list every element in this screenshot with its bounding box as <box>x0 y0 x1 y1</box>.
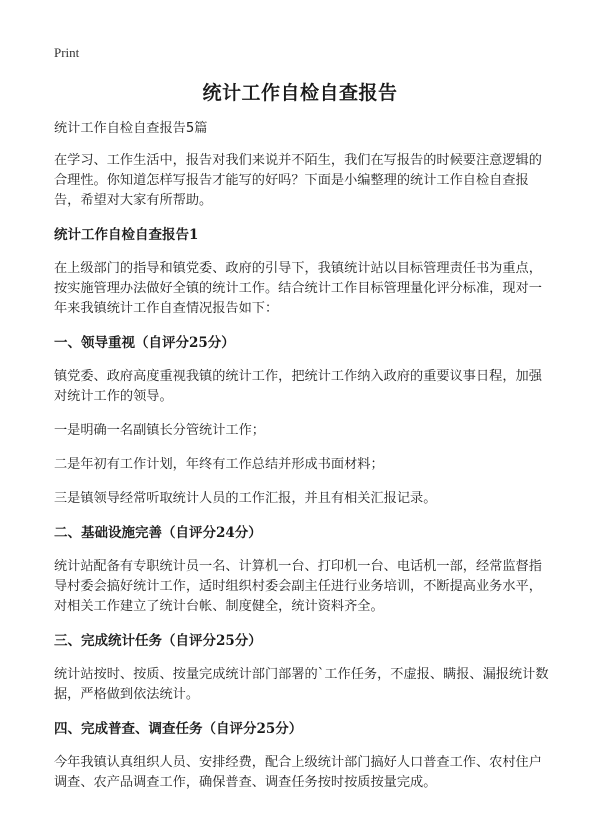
print-label: Print <box>54 45 80 60</box>
part3-paragraph-1: 统计站按时、按质、按量完成统计部门部署的`工作任务，不虚报、瞒报、漏报统计数据，严格做到依法统计。 <box>54 667 549 702</box>
part1-paragraph-1: 镇党委、政府高度重视我镇的统计工作，把统计工作纳入政府的重要议事日程，加强对统计工作的领导。 <box>54 369 542 404</box>
part1-heading: 一、领导重视（自评分25分） <box>54 335 235 351</box>
section-intro-paragraph: 在上级部门的指导和镇党委、政府的引导下，我镇统计站以目标管理责任书为重点，按实施管理办法做好全镇的统计工作。结合统计工作目标管理量化评分标准，现对一年来我镇统计工作自查情况报告如下： <box>54 261 542 316</box>
part4-heading: 四、完成普查、调查任务（自评分25分） <box>54 721 303 737</box>
document-subtitle: 统计工作自检自查报告5篇 <box>54 121 208 136</box>
section-heading: 统计工作自检自查报告1 <box>54 227 199 243</box>
part1-paragraph-4: 三是镇领导经常听取统计人员的工作汇报，并且有相关汇报记录。 <box>54 491 437 506</box>
part1-paragraph-2: 一是明确一名副镇长分管统计工作； <box>54 423 265 438</box>
document-body <box>54 119 554 807</box>
document-title: 统计工作自检自查报告 <box>202 82 398 104</box>
part3-heading: 三、完成统计任务（自评分25分） <box>54 633 262 649</box>
part4-paragraph-1: 今年我镇认真组织人员、安排经费，配合上级统计部门搞好人口普查工作、农村住户调查、农产品调查工作，确保普查、调查任务按时按质按量完成。 <box>54 755 542 790</box>
part1-paragraph-3: 二是年初有工作计划，年终有工作总结并形成书面材料； <box>54 457 384 472</box>
part2-paragraph-1: 统计站配备有专职统计员一名、计算机一台、打印机一台、电话机一部，经常监督指导村委会搞好统计工作，适时组织村委会副主任进行业务培训，不断提高业务水平，对相关工作建立了统计台帐、制度健全，统计资料齐全。 <box>54 559 542 614</box>
intro-paragraph: 在学习、工作生活中，报告对我们来说并不陌生，我们在写报告的时候要注意逻辑的合理性。你知道怎样写报告才能写的好吗？下面是小编整理的统计工作自检自查报告，希望对大家有所帮助。 <box>54 153 542 208</box>
part2-heading: 二、基础设施完善（自评分24分） <box>54 525 262 541</box>
